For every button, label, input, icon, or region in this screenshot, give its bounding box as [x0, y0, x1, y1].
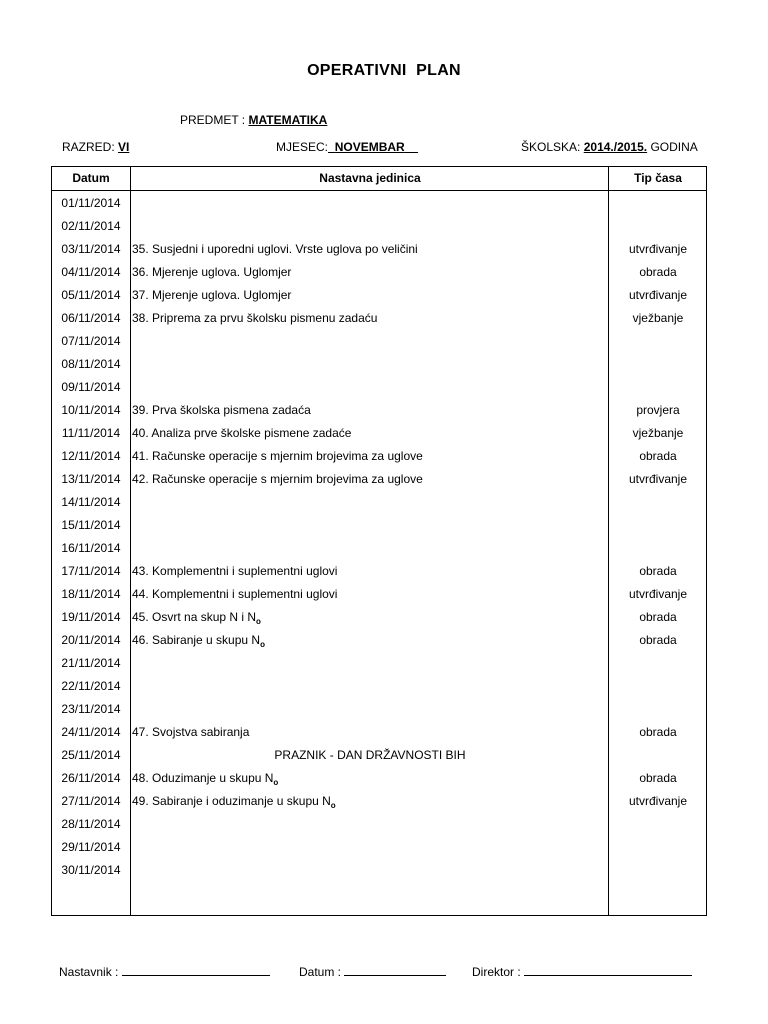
table-row	[52, 191, 706, 214]
row-lesson: 41. Računske operacije s mjernim brojevima za uglove	[132, 449, 423, 463]
footer-datum	[299, 964, 446, 979]
row-date: 30/11/2014	[61, 863, 121, 877]
razred-field	[62, 140, 129, 154]
row-date: 07/11/2014	[61, 334, 121, 348]
row-date: 21/11/2014	[61, 656, 121, 670]
row-lesson: 35. Susjedni i uporedni uglovi. Vrste uglova po veličini	[132, 242, 418, 256]
razred-label: RAZRED:	[62, 140, 115, 154]
mjesec-label: MJESEC:	[276, 140, 329, 154]
row-lesson: 37. Mjerenje uglova. Uglomjer	[132, 288, 292, 302]
skolska-label: ŠKOLSKA:	[521, 140, 581, 154]
subscript: o	[273, 778, 279, 787]
table-row	[52, 421, 706, 444]
razred-value: VI	[118, 140, 130, 154]
table-row	[52, 812, 706, 835]
table-row	[52, 467, 706, 490]
row-type: utvrđivanje	[628, 242, 688, 256]
table-row	[52, 214, 706, 237]
row-date: 28/11/2014	[61, 817, 121, 831]
footer-direktor	[472, 964, 692, 979]
row-date: 29/11/2014	[61, 840, 121, 854]
row-date: 19/11/2014	[61, 610, 121, 624]
row-lesson: 47. Svojstva sabiranja	[132, 725, 250, 739]
table-row	[52, 674, 706, 697]
row-type: utvrđivanje	[628, 794, 688, 808]
row-date: 22/11/2014	[61, 679, 121, 693]
subscript: o	[256, 617, 261, 626]
row-lesson: 44. Komplementni i suplementni uglovi	[132, 587, 338, 601]
subscript: o	[330, 801, 336, 810]
table-row	[52, 743, 706, 766]
row-lesson: 42. Računske operacije s mjernim brojevima za uglove	[132, 472, 423, 486]
table-row	[52, 720, 706, 743]
row-date: 14/11/2014	[61, 495, 121, 509]
plan-table	[51, 166, 707, 916]
table-row	[52, 352, 706, 375]
table-row	[52, 398, 706, 421]
skolska-field	[521, 140, 698, 154]
row-type: obrada	[639, 564, 677, 578]
table-row	[52, 697, 706, 720]
subscript: o	[260, 640, 265, 649]
header-nastavna-jedinica: Nastavna jedinica	[319, 171, 421, 185]
table-row	[52, 237, 706, 260]
table-row	[52, 260, 706, 283]
table-row	[52, 444, 706, 467]
row-lesson: 43. Komplementni i suplementni uglovi	[132, 564, 338, 578]
row-date: 08/11/2014	[61, 357, 121, 371]
datum-signature-line[interactable]	[344, 964, 446, 976]
row-date: 09/11/2014	[61, 380, 121, 394]
skolska-value: 2014./2015.	[583, 140, 648, 154]
row-date: 05/11/2014	[61, 288, 121, 302]
table-row	[52, 789, 706, 812]
table-row	[52, 536, 706, 559]
row-date: 27/11/2014	[61, 794, 121, 808]
row-type: obrada	[639, 633, 677, 647]
row-date: 01/11/2014	[61, 196, 121, 210]
row-type: obrada	[639, 771, 677, 785]
table-row	[52, 559, 706, 582]
row-type: utvrđivanje	[628, 472, 688, 486]
row-date: 24/11/2014	[61, 725, 121, 739]
row-lesson: 48. Oduzimanje u skupu $N_o$	[132, 771, 279, 787]
table-row	[52, 375, 706, 398]
row-date: 20/11/2014	[61, 633, 121, 647]
table-row	[52, 858, 706, 881]
mjesec-field	[276, 140, 418, 154]
row-date: 04/11/2014	[61, 265, 121, 279]
table-row	[52, 582, 706, 605]
footer-direktor-label: Direktor :	[472, 965, 521, 979]
row-date: 23/11/2014	[61, 702, 121, 716]
footer-datum-label: Datum :	[299, 965, 342, 979]
row-type: obrada	[639, 449, 677, 463]
row-lesson: 49. Sabiranje i oduzimanje u skupu $N_o$	[132, 794, 336, 810]
table-row	[52, 835, 706, 858]
footer-nastavnik	[59, 964, 270, 979]
row-date: 06/11/2014	[61, 311, 121, 325]
row-lesson: 38. Priprema za prvu školsku pismenu zadaću	[132, 311, 378, 325]
row-type: vježbanje	[632, 426, 684, 440]
table-row	[52, 306, 706, 329]
row-date: 17/11/2014	[61, 564, 121, 578]
header-datum: Datum	[72, 171, 110, 185]
row-holiday: PRAZNIK - DAN DRŽAVNOSTI BIH	[274, 748, 466, 762]
row-lesson: 45. Osvrt na skup N i $N_o$	[132, 610, 261, 626]
row-date: 26/11/2014	[61, 771, 121, 785]
nastavnik-signature-line[interactable]	[122, 964, 270, 976]
row-type: obrada	[639, 265, 677, 279]
row-date: 16/11/2014	[61, 541, 121, 555]
row-type: utvrđivanje	[628, 288, 688, 302]
mjesec-value: NOVEMBAR	[334, 140, 405, 154]
row-date: 13/11/2014	[61, 472, 121, 486]
row-date: 15/11/2014	[61, 518, 121, 532]
table-row	[52, 283, 706, 306]
predmet-value: MATEMATIKA	[248, 113, 328, 127]
row-type: provjera	[636, 403, 680, 417]
header-tip-casa: Tip časa	[634, 171, 682, 185]
footer-nastavnik-label: Nastavnik :	[59, 965, 119, 979]
row-date: 11/11/2014	[61, 426, 121, 440]
row-date: 03/11/2014	[61, 242, 121, 256]
row-type: obrada	[639, 610, 677, 624]
table-row	[52, 651, 706, 674]
direktor-signature-line[interactable]	[524, 964, 692, 976]
row-lesson: 36. Mjerenje uglova. Uglomjer	[132, 265, 292, 279]
skolska-suffix: GODINA	[650, 140, 698, 154]
row-date: 25/11/2014	[61, 748, 121, 762]
row-lesson: 40. Analiza prve školske pismene zadaće	[132, 426, 352, 440]
table-row	[52, 513, 706, 536]
row-type: utvrđivanje	[628, 587, 688, 601]
row-date: 02/11/2014	[61, 219, 121, 233]
row-type: vježbanje	[632, 311, 684, 325]
table-row	[52, 329, 706, 352]
row-lesson: 46. Sabiranje u skupu $N_o$	[132, 633, 265, 649]
predmet-label: PREDMET :	[180, 113, 246, 127]
row-date: 10/11/2014	[61, 403, 121, 417]
table-row	[52, 766, 706, 789]
page-title: OPERATIVNI PLAN	[307, 62, 461, 79]
table-row	[52, 605, 706, 628]
row-date: 18/11/2014	[61, 587, 121, 601]
predmet-field	[180, 113, 327, 127]
table-row	[52, 628, 706, 651]
row-date: 12/11/2014	[61, 449, 121, 463]
row-lesson: 39. Prva školska pismena zadaća	[132, 403, 311, 417]
row-type: obrada	[639, 725, 677, 739]
table-row	[52, 490, 706, 513]
